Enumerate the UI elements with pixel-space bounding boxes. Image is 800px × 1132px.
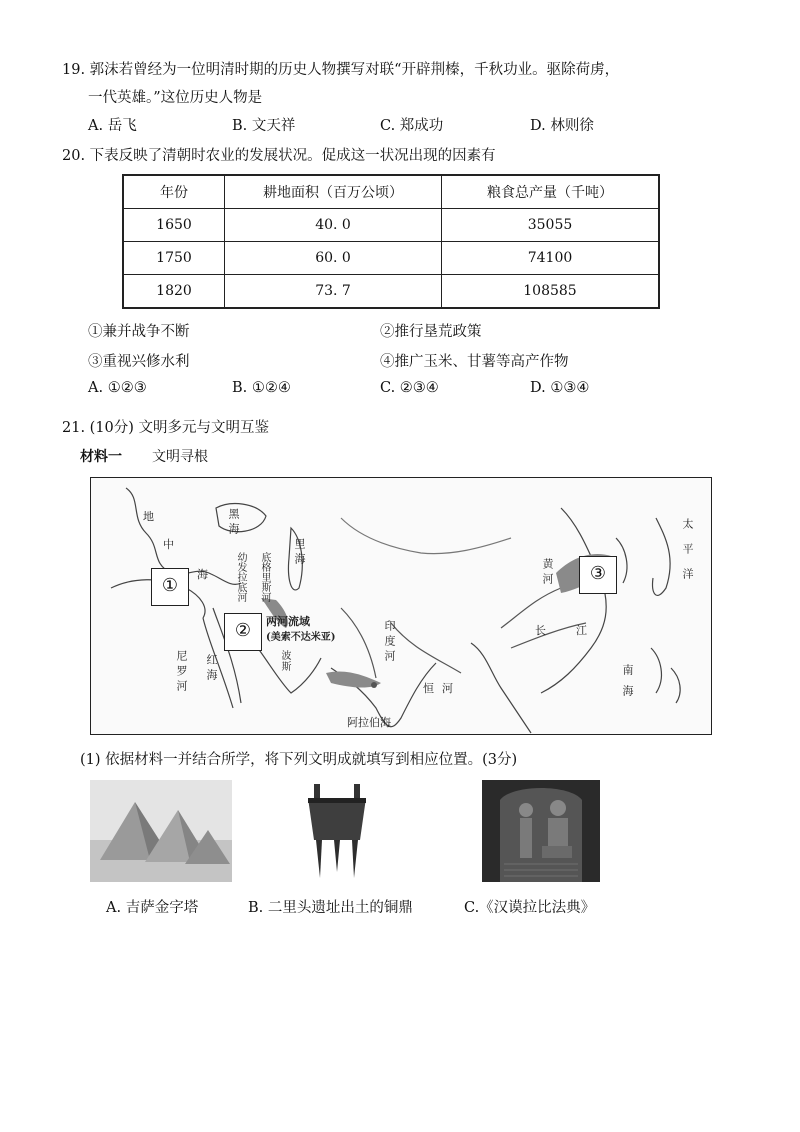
table-header: 年份 (123, 175, 225, 209)
table-row (123, 242, 659, 275)
map-label-zhong: 中 (163, 538, 174, 551)
table-cell: 60. 0 (225, 242, 442, 275)
q20-option-d: D. ①③④ (530, 380, 590, 396)
hammurabi-code-image (482, 780, 600, 882)
map-label-nile: 尼罗河 (175, 650, 188, 695)
map-label-youfa: 幼发拉底河 (235, 552, 246, 602)
table-row (123, 275, 659, 309)
table-header-row (123, 175, 659, 209)
map-label-huanghe: 黄河 (541, 558, 554, 588)
table-cell: 35055 (442, 209, 660, 242)
q19-option-a: A. 岳飞 (88, 118, 137, 134)
q20-factor-1: ①兼并战争不断 (88, 324, 190, 340)
table-row (123, 209, 659, 242)
table-cell: 40. 0 (225, 209, 442, 242)
table-cell: 74100 (442, 242, 660, 275)
map-label-dige: 底格里斯河 (259, 552, 270, 602)
table-cell: 1750 (123, 242, 225, 275)
q20-factor-4: ④推广玉米、甘薯等高产作物 (380, 354, 569, 370)
map-label-lianghe: 两河流域 (266, 615, 310, 628)
q20-factor-2: ②推行垦荒政策 (380, 324, 482, 340)
q19-option-c: C. 郑成功 (380, 118, 444, 134)
map-label-heihai: 黑海 (227, 508, 240, 538)
material-label: 材料一 (80, 449, 122, 465)
map-label-di: 地 (143, 510, 154, 523)
civilization-map (90, 477, 712, 735)
map-label-mesopotamia: (美索不达米亚) (266, 632, 336, 643)
q20-option-b: B. ①②④ (232, 380, 291, 396)
map-label-lihai: 里海 (293, 538, 306, 568)
map-label-hai-med: 海 (197, 568, 208, 581)
map-label-henghe: 恒河 (423, 682, 461, 695)
map-drawing (91, 478, 711, 734)
caption-a: A. 吉萨金字塔 (106, 900, 199, 916)
table-cell: 108585 (442, 275, 660, 309)
table-cell: 73. 7 (225, 275, 442, 309)
q21-stem: 21. (10分) 文明多元与文明互鉴 (62, 420, 270, 436)
map-label-taipingyang: 太平洋 (681, 518, 694, 593)
q20-option-a: A. ①②③ (88, 380, 147, 396)
map-box-3: ③ (579, 556, 617, 594)
agriculture-table (122, 174, 660, 309)
map-label-changjiang: 长江 (535, 624, 617, 637)
caption-b: B. 二里头遗址出土的铜鼎 (248, 900, 413, 916)
map-label-yindu: 印度河 (383, 620, 396, 665)
map-box-2: ② (224, 613, 262, 651)
q20-factor-3: ③重视兴修水利 (88, 354, 190, 370)
map-label-honghai: 红海 (205, 654, 218, 684)
bronze-ding-image (300, 780, 374, 882)
caption-c: C.《汉谟拉比法典》 (464, 900, 596, 916)
q21-sub1: (1) 依据材料一并结合所学，将下列文明成就填写到相应位置。(3分) (80, 752, 518, 768)
pyramids-image (90, 780, 232, 882)
q19-stem-line2: 一代英雄。”这位历史人物是 (88, 90, 263, 106)
q19-option-b: B. 文天祥 (232, 118, 296, 134)
map-box-1: ① (151, 568, 189, 606)
q19-stem-line1: 19. 郭沫若曾经为一位明清时期的历史人物撰写对联“开辟荆榛，千秋功业。驱除荷虏， (62, 62, 620, 78)
pyramids-drawing (90, 780, 232, 882)
material-title: 文明寻根 (152, 449, 208, 465)
map-label-bosi: 波斯 (279, 650, 290, 672)
q19-option-d: D. 林则徐 (530, 118, 594, 134)
q20-option-c: C. ②③④ (380, 380, 439, 396)
hammurabi-drawing (482, 780, 600, 882)
table-cell: 1820 (123, 275, 225, 309)
table-header: 耕地面积（百万公顷） (225, 175, 442, 209)
table-cell: 1650 (123, 209, 225, 242)
table-header: 粮食总产量（千吨） (442, 175, 660, 209)
map-label-nanhai: 南海 (621, 664, 634, 706)
bronze-ding-drawing (300, 780, 374, 882)
map-label-alabo: 阿拉伯海 (347, 716, 391, 729)
q20-stem: 20. 下表反映了清朝时农业的发展状况。促成这一状况出现的因素有 (62, 148, 496, 164)
